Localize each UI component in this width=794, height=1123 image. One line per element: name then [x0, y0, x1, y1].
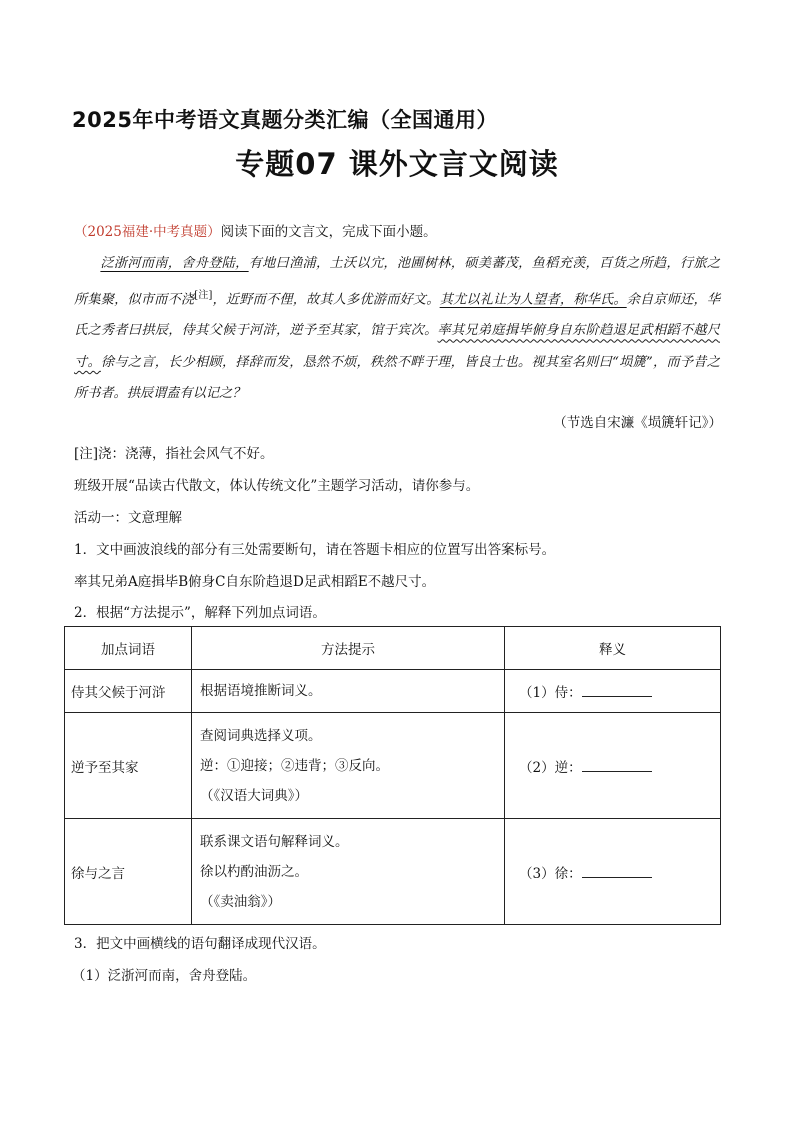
table-row — [65, 713, 721, 819]
answer-label: （3）徐： — [519, 865, 582, 882]
answer-blank[interactable] — [582, 865, 652, 878]
footnote-marker: [注] — [194, 289, 213, 301]
instruction-text: 阅读下面的文言文，完成下面小题。 — [220, 224, 437, 240]
table-cell-answer — [505, 670, 721, 713]
wavy-underlined-sentence: 率其兄弟庭揖毕俯身自东阶趋退足武相蹈不越尺寸。 — [74, 323, 720, 370]
passage-text: 余自京师还，华氏之秀者曰拱辰，侍其父候于河浒，逆予至其家，馆于宾次。 — [74, 291, 721, 339]
table-cell-word: 徐与之言 — [65, 819, 192, 925]
table-cell-method — [192, 670, 505, 713]
passage-text: 徐与之言，长少相顾，择辞而发，恳然不烦，秩然不畔于理，皆良士也。视其室名则曰“埙篪”，而予昔之所书者。拱辰谓盍有以记之？ — [74, 354, 720, 402]
footnote: [注]浇：浇薄，指社会风气不好。 — [74, 446, 274, 462]
activity-1-title: 活动一：文意理解 — [74, 510, 182, 526]
question-1-options: 率其兄弟A庭揖毕B俯身C自东阶趋退D足武相蹈E不越尺寸。 — [74, 574, 436, 590]
source-citation: （节选自宋濂《埙篪轩记》） — [553, 415, 722, 431]
answer-blank[interactable] — [582, 684, 652, 697]
table-header-row — [65, 627, 721, 670]
method-line: （《汉语大词典》） — [200, 787, 308, 804]
table-row — [65, 670, 721, 713]
source-tag: （2025福建·中考真题） — [74, 224, 221, 240]
method-line: 逆：①迎接；②违背；③反向。 — [200, 757, 389, 774]
question-intro — [74, 220, 437, 240]
collection-title: 2025年中考语文真题分类汇编（全国通用） — [72, 108, 498, 132]
method-line: （《卖油翁》） — [200, 893, 281, 910]
passage-text: 有地曰渔浦，土沃以宂，池圃树林，硕美蕃茂，鱼稻充羡，百货之所趋，行旅之所集聚，似市而不浇 — [74, 256, 721, 307]
answer-label: （1）侍： — [519, 685, 582, 701]
table-cell-word: 侍其父候于河浒 — [65, 670, 192, 713]
method-line: 徐以杓酌油沥之。 — [200, 863, 308, 880]
method-line: 联系课文语句解释词义。 — [200, 833, 349, 850]
table-cell-method — [192, 819, 505, 925]
table-header: 方法提示 — [192, 627, 505, 670]
answer-label: （2）逆： — [519, 759, 582, 776]
classical-passage — [74, 248, 720, 410]
table-cell-answer — [505, 713, 721, 819]
underlined-sentence-2: 其尤以礼让为人望者，称华氏。 — [439, 291, 627, 307]
passage-text: ，近野而不俚，故其人多优游而好文。 — [212, 291, 440, 307]
answer-blank[interactable] — [582, 759, 652, 772]
underlined-sentence-1: 泛浙河而南，舍舟登陆， — [100, 256, 249, 271]
method-line: 查阅词典选择义项。 — [200, 727, 322, 744]
table-header: 加点词语 — [65, 627, 192, 670]
topic-title: 专题07 课外文言文阅读 — [235, 147, 559, 181]
table-cell-word: 逆予至其家 — [65, 713, 192, 819]
table-cell-method — [192, 713, 505, 819]
question-2-prompt: 2．根据“方法提示”，解释下列加点词语。 — [74, 605, 326, 621]
table-header: 释义 — [505, 627, 721, 670]
table-cell-answer — [505, 819, 721, 925]
word-explanation-table — [64, 626, 721, 925]
question-1-prompt: 1．文中画波浪线的部分有三处需要断句，请在答题卡相应的位置写出答案标号。 — [74, 542, 556, 558]
question-3-prompt: 3．把文中画横线的语句翻译成现代汉语。 — [74, 936, 326, 952]
table-row — [65, 819, 721, 925]
question-3-item-1: （1）泛浙河而南，舍舟登陆。 — [72, 968, 257, 984]
method-line: 根据语境推断词义。 — [200, 683, 322, 699]
activity-intro: 班级开展“品读古代散文，体认传统文化”主题学习活动，请你参与。 — [74, 478, 480, 494]
